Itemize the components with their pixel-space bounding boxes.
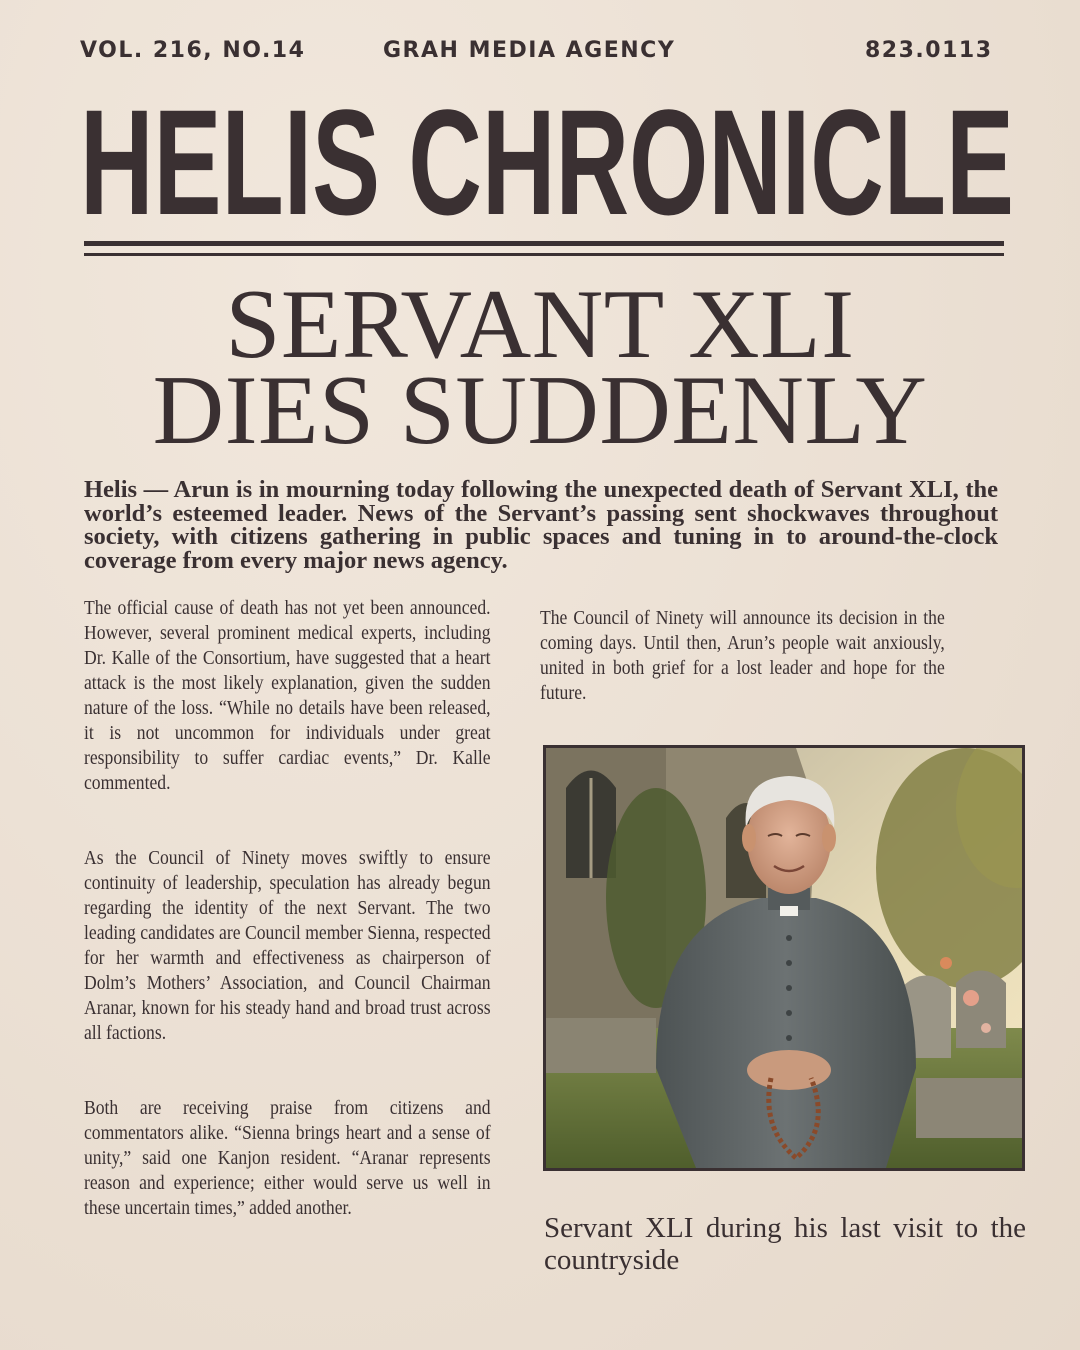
article-paragraph-3: Both are receiving praise from citizens and commentators alike. “Sienna brings heart and a sense of unity,” said one Kanjon resident. “Aranar represents reason and experience; either would serve us well in these uncertain times,” added another. (84, 1097, 491, 1219)
masthead-rule-top (84, 241, 1004, 246)
article-photo (543, 745, 1025, 1171)
issue-code: 823.0113 (865, 38, 993, 63)
headline (40, 270, 1040, 465)
article-paragraph-1: The official cause of death has not yet been announced. However, several prominent medical experts, including Dr. Kalle of the Consortium, have suggested that a heart attack is the most likely explanation, given the sudden nature of the loss. “While no details have been released, it is not uncommon for individuals under great responsibility to suffer cardiac events,” Dr. Kalle commented. (84, 597, 491, 794)
left-column (84, 596, 546, 1271)
masthead-text: HELIS CHRONICLE (80, 92, 1014, 232)
lede-paragraph: Helis — Arun is in mourning today following the unexpected death of Servant XLI, the world’s esteemed leader. News of the Servant’s passing sent shockwaves throughout society, with citizens gathering in public spaces and tuning in to around-the-clock coverage from every major news agency. (84, 476, 998, 574)
headline-line-1: SERVANT XLI (225, 270, 855, 379)
photo-caption: Servant XLI during his last visit to the countryside (544, 1212, 1026, 1276)
article-paragraph-4: The Council of Ninety will announce its decision in the coming days. Until then, Arun’s people wait anxiously, united in both grief for a lost leader and hope for the future. (540, 607, 945, 704)
headline-line-2: DIES SUDDENLY (152, 356, 928, 465)
masthead-rule-bottom (84, 253, 1004, 256)
volume-number: VOL. 216, NO.14 (80, 38, 306, 63)
agency-name: GRAH MEDIA AGENCY (383, 38, 676, 63)
servant-portrait-image (546, 748, 1022, 1168)
article-paragraph-2: As the Council of Ninety moves swiftly to ensure continuity of leadership, speculation has already begun regarding the identity of the next Servant. The two leading candidates are Council member Sienna, respected for her warmth and effectiveness as chairperson of Dolm’s Mothers’ Association, and Council Chairman Aranar, known for his steady hand and broad trust across all factions. (84, 847, 491, 1044)
right-column (540, 606, 1000, 706)
masthead-title (78, 92, 1018, 232)
